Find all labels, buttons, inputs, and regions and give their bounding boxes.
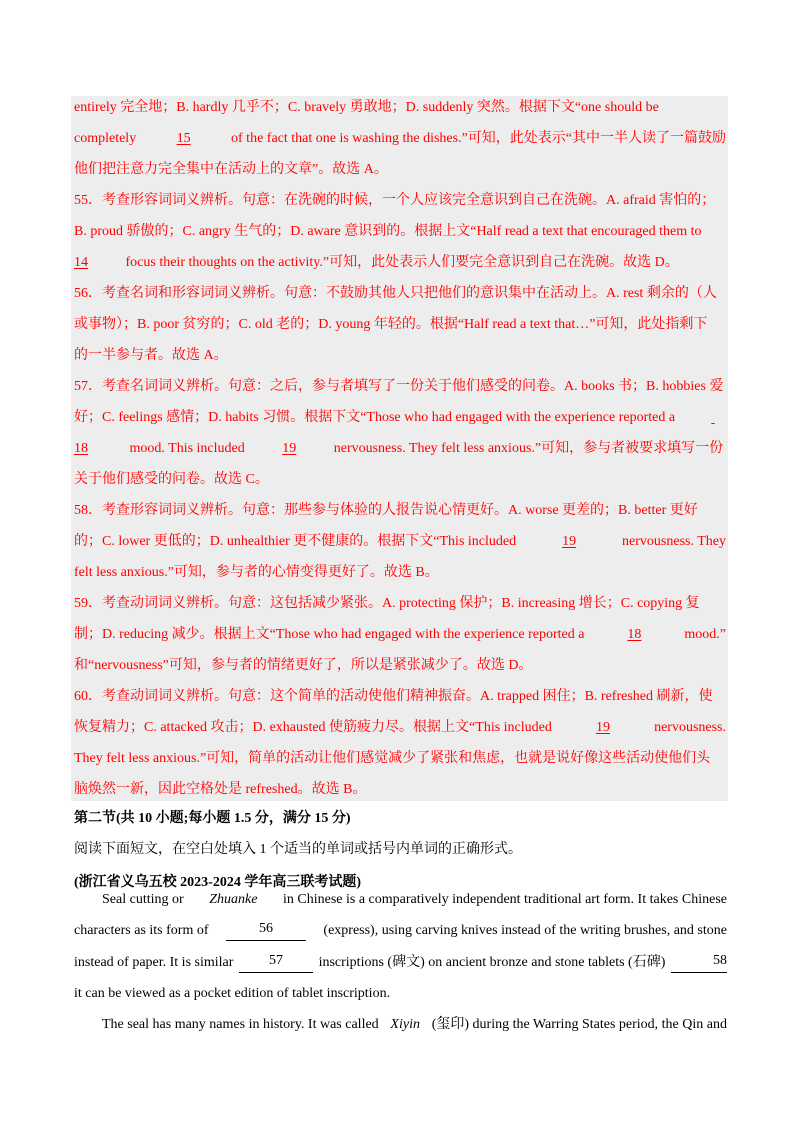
answer-line: They felt less anxious.”可知，简单的活动让他们感觉减少了紧张和焦虑，也就是说好像这些活动使他们头	[74, 751, 711, 766]
section-title: 第二节(共 10 小题;每小题 1.5 分，满分 15 分)	[74, 811, 351, 826]
answer-line: 14 focus their thoughts on the activity.”可知，此处表示人们要完全意识到自己在洗碗。故选 D。	[74, 247, 679, 278]
answer-line: 制；D. reducing 减少。根据上文“Those who had engaged with the experience reported a 18 mood.”	[74, 619, 726, 650]
answer-line: 和“nervousness”可知，参与者的情绪更好了，所以是紧张减少了。故选 D。	[74, 658, 533, 673]
blank-19: 19	[562, 534, 577, 549]
passage-line: Seal cutting or Zhuanke in Chinese is a comparatively independent traditional art form. It takes Chinese	[102, 892, 727, 907]
answer-line: B. proud 骄傲的；C. angry 生气的；D. aware 意识到的。根据上文“Half read a text that encouraged them to	[74, 224, 702, 239]
answer-line: 58．考查形容词词义辨析。句意：那些参与体验的人报告说心情更好。A. worse 更差的；B. better 更好	[74, 503, 698, 518]
answer-line: completely 15 of the fact that one is washing the dishes.”可知，此处表示“其中一半人读了一篇鼓励	[74, 123, 726, 154]
blank-18: 18	[627, 627, 642, 642]
answer-line: 57．考查名词词义辨析。句意：之后，参与者填写了一份关于他们感受的问卷。A. books 书；B. hobbies 爱	[74, 379, 724, 394]
section-instruction: 阅读下面短文，在空白处填入 1 个适当的单词或括号内单词的正确形式。	[74, 842, 522, 857]
passage-line: instead of paper. It is similar 57 inscriptions (碑文) on ancient bronze and stone tablets (石碑) 58	[74, 953, 727, 973]
blank-18: 18	[74, 441, 88, 456]
passage-line: characters as its form of 56 (express), using carving knives instead of the writing brushes, and stone	[74, 921, 727, 941]
blank-19: 19	[595, 720, 610, 735]
answer-line: 脑焕然一新，因此空格处是 refreshed。故选 B。	[74, 782, 367, 797]
answer-line: 的一半参与者。故选 A。	[74, 348, 228, 363]
answer-line: 的；C. lower 更低的；D. unhealthier 更不健康的。根据下文“This included 19 nervousness. They	[74, 526, 726, 557]
blank-58[interactable]: 58	[671, 953, 727, 973]
answer-line: 56．考查名词和形容词词义辨析。句意：不鼓励其他人只把他们的意识集中在活动上。A. rest 剩余的（人	[74, 286, 717, 301]
passage-line: it can be viewed as a pocket edition of tablet inscription.	[74, 986, 391, 1001]
answer-line: 55．考查形容词词义辨析。句意：在洗碗的时候，一个人应该完全意识到自己在洗碗。A. afraid 害怕的；	[74, 193, 716, 208]
answer-line: 恢复精力；C. attacked 攻击；D. exhausted 使筋疲力尽。根据上文“This included 19 nervousness.	[74, 712, 726, 743]
blank-15: 15	[176, 131, 191, 146]
answer-line: 关于他们感受的问卷。故选 C。	[74, 472, 269, 487]
blank-56[interactable]: 56	[226, 921, 306, 941]
answer-line: entirely 完全地；B. hardly 几乎不；C. bravely 勇敢地；D. suddenly 突然。根据下文“one should be	[74, 100, 659, 115]
answer-line: 18 mood. This included 19 nervousness. They felt less anxious.”可知，参与者被要求填写一份	[74, 433, 723, 464]
passage-line: The seal has many names in history. It was called Xiyin (玺印) during the Warring States period, the Qin and	[102, 1017, 727, 1032]
answer-line: 60．考查动词词义辨析。句意：这个简单的活动使他们精神振奋。A. trapped 困住；B. refreshed 刷新，使	[74, 689, 713, 704]
answer-line: 59．考查动词词义辨析。句意：这包括减少紧张。A. protecting 保护；B. increasing 增长；C. copying 复	[74, 596, 700, 611]
passage-source: (浙江省义乌五校 2023-2024 学年高三联考试题)	[74, 875, 361, 890]
blank-57[interactable]: 57	[239, 953, 313, 973]
answer-line: 好；C. feelings 感情；D. habits 习惯。根据下文“Those who had engaged with the experience reported a	[74, 410, 676, 425]
answer-line: felt less anxious.”可知，参与者的心情变得更好了。故选 B。	[74, 565, 439, 580]
answer-line: 他们把注意力完全集中在活动上的文章”。故选 A。	[74, 162, 388, 177]
blank-14: 14	[74, 255, 88, 270]
answer-line: 或事物）；B. poor 贫穷的；C. old 老的；D. young 年轻的。根据“Half read a text that…”可知，此处指剩下	[74, 317, 708, 332]
blank-19: 19	[282, 441, 297, 456]
